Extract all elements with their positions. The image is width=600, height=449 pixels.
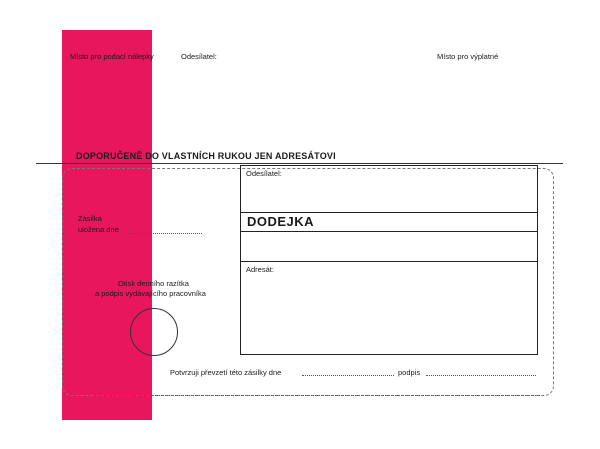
dodejka-box (240, 165, 538, 355)
parcel-label: Zásilka (78, 214, 102, 223)
registered-heading: DOPORUČENĚ DO VLASTNÍCH RUKOU JEN ADRESÁTOVI (76, 151, 336, 161)
stamp-circle (130, 308, 178, 356)
stored-date-field[interactable] (128, 233, 202, 234)
box-divider-3 (241, 261, 537, 262)
box-sender-label: Odesílatel: (246, 169, 282, 178)
receipt-date-field[interactable] (302, 375, 394, 376)
top-sender-label: Odesílatel: (181, 52, 217, 61)
box-divider-1 (241, 212, 537, 213)
box-divider-2 (241, 231, 537, 232)
signature-field[interactable] (426, 375, 536, 376)
bottom-dotted-line (95, 395, 540, 396)
postage-area-label: Místo pro výplatné (437, 52, 499, 61)
signature-label: podpis (398, 368, 421, 377)
heading-divider (36, 163, 563, 164)
posting-label-area-text: Místo pro podací nálepky (70, 52, 154, 61)
stored-date-label: uložena dne (78, 225, 119, 234)
confirm-receipt-label: Potvrzuji převzetí této zásilky dne (170, 368, 282, 377)
addressee-label: Adresát: (246, 265, 274, 274)
stamp-caption-line2: a podpis vydávajícího pracovníka (95, 289, 206, 298)
stamp-caption-line1: Otisk denního razítka (118, 279, 189, 288)
dodejka-title: DODEJKA (247, 214, 315, 229)
